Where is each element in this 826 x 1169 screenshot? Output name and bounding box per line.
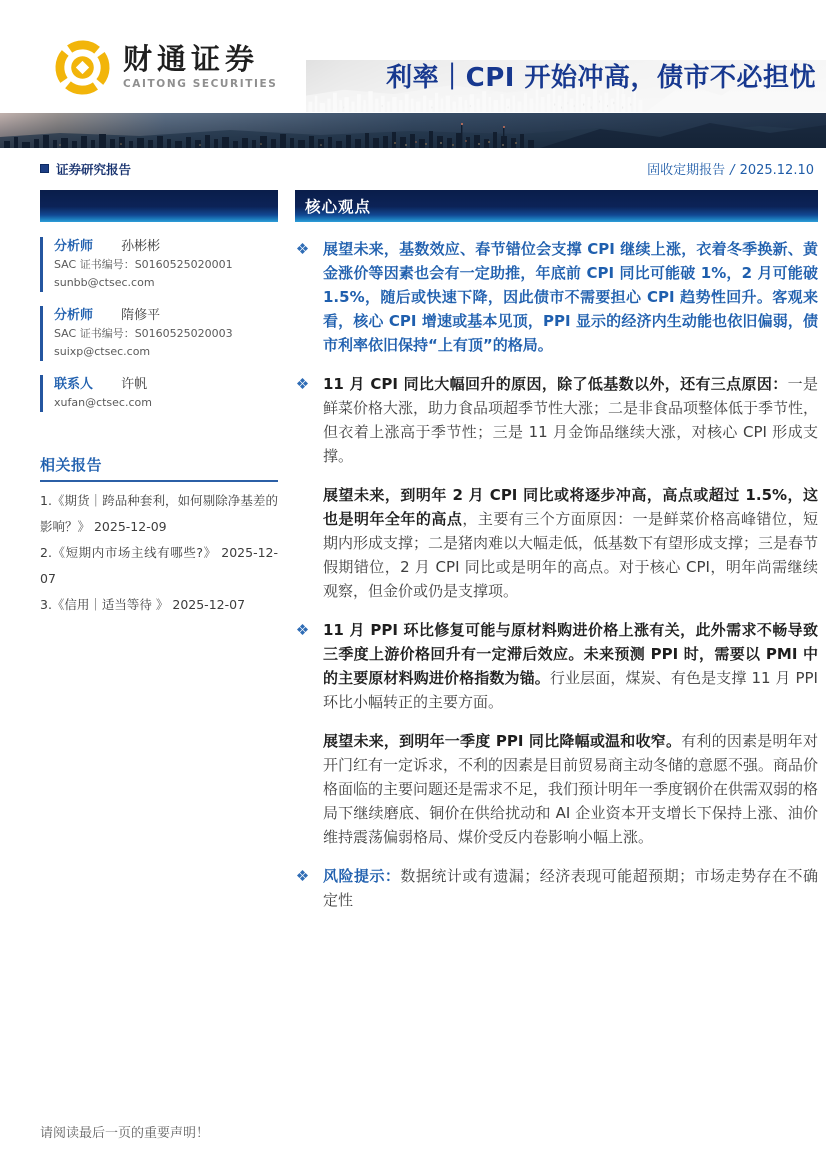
page-title: 利率｜CPI 开始冲高，债市不必担忧 bbox=[386, 63, 816, 93]
sidebar-header-bar bbox=[40, 190, 278, 222]
paragraph-segment: 展望未来，到明年一季度 PPI 同比降幅或温和收窄。 bbox=[323, 732, 682, 750]
diamond-bullet-icon bbox=[297, 378, 308, 389]
paragraph-segment: 风险提示： bbox=[323, 867, 401, 885]
section-title: 核心观点 bbox=[305, 198, 372, 216]
related-report-item: 2.《短期内市场主线有哪些?》 2025-12-07 bbox=[40, 545, 278, 586]
meta-row bbox=[40, 159, 814, 178]
bullet-paragraph-2 bbox=[295, 372, 818, 468]
diamond-bullet-icon bbox=[297, 624, 308, 635]
continuation-paragraph-2 bbox=[295, 729, 818, 849]
contact-cert: SAC 证书编号：S0160525020001 bbox=[54, 258, 233, 271]
brand-name bbox=[123, 42, 278, 90]
contact-email: suixp@ctsec.com bbox=[54, 345, 151, 358]
contact-role: 分析师 bbox=[54, 239, 94, 254]
contact-name: 隋修平 bbox=[121, 308, 161, 323]
bullet-paragraph-1 bbox=[295, 237, 818, 357]
paragraph-segment: 展望未来，基数效应、春节错位会支撑 CPI 继续上涨，衣着冬季换新、黄金涨价等因素也会有一定助推，年底前 CPI 同比可能破 1%，2 月可能破 1.5%，随后或快速下降，因此债市不需要担心 CPI 趋势性回升。客观来看，核心 CPI 增速或基本见顶，PPI 显示的经济内生动能也依旧偏弱，债市利率依旧保持“上有顶”的格局。 bbox=[323, 240, 818, 354]
report-type bbox=[40, 160, 131, 178]
footer-disclaimer: 请阅读最后一页的重要声明！ bbox=[40, 1126, 210, 1141]
paragraph-segment: 展望未来，到明年 2 月 CPI 同比或将逐步冲高，高点或超过 1.5%，这也是明年全年的高点 bbox=[323, 486, 818, 528]
section-header-bar bbox=[295, 190, 818, 222]
contact-name: 许帆 bbox=[121, 377, 148, 392]
diamond-bullet-icon bbox=[297, 870, 308, 881]
main-column bbox=[295, 190, 818, 927]
core-view-paragraphs bbox=[295, 237, 818, 912]
contact-liaison bbox=[40, 375, 278, 412]
related-reports-title: 相关报告 bbox=[40, 454, 278, 482]
brand-name-en: CAITONG SECURITIES bbox=[123, 78, 278, 90]
report-date: 2025.12.10 bbox=[739, 163, 814, 178]
paragraph-segment: 一是鲜菜价格大涨，助力食品项超季节性大涨；二是非食品项整体低于季节性，但衣着上涨高于季节性；三是 11 月金饰品继续大涨，对核心 CPI 形成支撑。 bbox=[323, 375, 819, 465]
contact-email: xufan@ctsec.com bbox=[54, 396, 152, 409]
separator: / bbox=[730, 163, 735, 178]
paragraph-segment: 行业层面，煤炭、有色是支撑 11 月 PPI 环比小幅转正的主要方面。 bbox=[323, 669, 818, 711]
paragraph-segment: 有利的因素是明年对开门红有一定诉求，不利的因素是目前贸易商主动冬储的意愿不强。商品价格面临的主要问题还是需求不足，我们预计明年一季度钢价在供需双弱的格局下继续磨底、铜价在供给扰动和 AI 企业资本开支增长下保持上涨、油价维持震荡偏弱格局、煤价受反内卷影响小幅上涨。 bbox=[323, 732, 819, 846]
contact-role: 分析师 bbox=[54, 308, 94, 323]
contact-analyst-1 bbox=[40, 237, 278, 292]
related-report-item: 1.《期货｜跨品种套利，如何剔除净基差的影响？》 2025-12-09 bbox=[40, 493, 278, 534]
contact-name: 孙彬彬 bbox=[121, 239, 161, 254]
brand-name-cn: 财通证券 bbox=[123, 42, 260, 76]
diamond-bullet-icon bbox=[297, 243, 308, 254]
related-reports bbox=[40, 454, 278, 618]
paragraph-segment: ，主要有三个方面原因：一是鲜菜价格高峰错位，短期内形成支撑；二是猪肉难以大幅走低，低基数下有望形成支撑；三是春节假期错位，2 月 CPI 同比或是明年的高点。对于核心 CPI，明年尚需继续观察，但金价或仍是支撑项。 bbox=[323, 510, 819, 600]
paragraph-segment: 11 月 PPI 环比修复可能与原材料购进价格上涨有关，此外需求不畅导致三季度上游价格回升有一定滞后效应。未来预测 PPI 时，需要以 PMI 中的主要原材料购进价格指数为锚。 bbox=[323, 621, 818, 687]
contact-analyst-2 bbox=[40, 306, 278, 361]
brand-logo bbox=[55, 40, 277, 95]
contacts bbox=[40, 237, 278, 412]
sidebar bbox=[40, 190, 278, 927]
report-category-date bbox=[647, 159, 814, 178]
content-columns bbox=[40, 190, 818, 927]
continuation-paragraph-1 bbox=[295, 483, 818, 603]
related-reports-list bbox=[40, 488, 278, 618]
paragraph-segment: 11 月 CPI 同比大幅回升的原因，除了低基数以外，还有三点原因： bbox=[323, 375, 788, 393]
contact-cert: SAC 证书编号：S0160525020003 bbox=[54, 327, 233, 340]
square-bullet-icon bbox=[40, 164, 49, 173]
risk-warning-paragraph bbox=[295, 864, 818, 912]
related-report-item: 3.《信用｜适当等待 》 2025-12-07 bbox=[40, 597, 246, 612]
bullet-paragraph-3 bbox=[295, 618, 818, 714]
report-category: 固收定期报告 bbox=[647, 163, 726, 178]
paragraph-segment: 数据统计或有遗漏；经济表现可能超预期；市场走势存在不确定性 bbox=[323, 867, 818, 909]
contact-role: 联系人 bbox=[54, 377, 94, 392]
report-type-label: 证券研究报告 bbox=[56, 161, 132, 177]
caitong-coin-icon bbox=[55, 40, 110, 95]
city-skyline-banner bbox=[0, 113, 826, 148]
contact-email: sunbb@ctsec.com bbox=[54, 276, 155, 289]
